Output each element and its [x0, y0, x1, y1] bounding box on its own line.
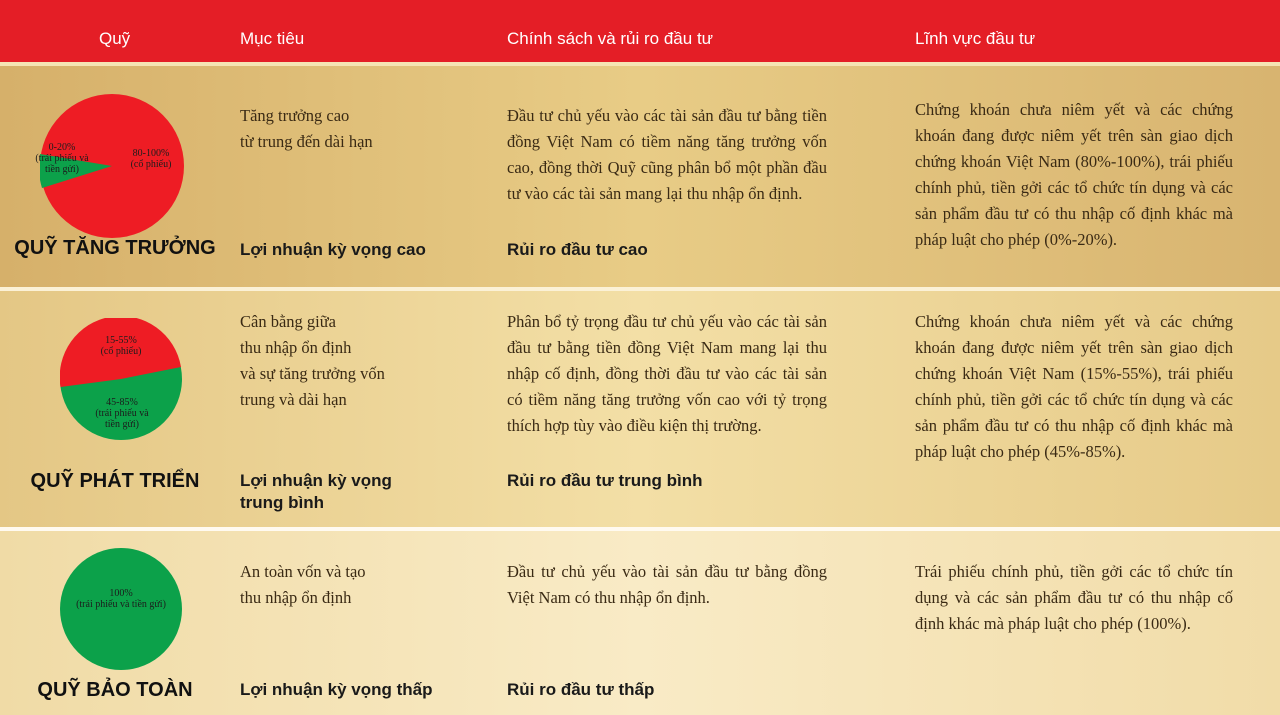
header-policy: Chính sách và rủi ro đầu tư: [507, 29, 714, 48]
expected-return-development: Lợi nhuận kỳ vọng trung bình: [240, 471, 392, 512]
objective-development: Cân bằng giữa thu nhập ổn định và sự tăng trưởng vốn trung và dài hạn: [240, 312, 385, 409]
field-development: Chứng khoán chưa niêm yết và các chứng khoán đang được niêm yết trên sàn giao dịch chứng khoán Việt Nam (15%-55%), trái phiếu chính phủ, tiền gởi các tổ chức tín dụng và các sản phẩm đầu tư có thu nhập cố định khác mà pháp luật cho phép (45%-85%).: [915, 312, 1233, 461]
expected-return-preservation: Lợi nhuận kỳ vọng thấp: [240, 680, 433, 699]
risk-growth: Rủi ro đầu tư cao: [507, 240, 648, 259]
policy-preservation: Đầu tư chủ yếu vào tài sản đầu tư bằng đồng Việt Nam có thu nhập ổn định.: [507, 562, 827, 607]
objective-preservation: An toàn vốn và tạo thu nhập ổn định: [240, 562, 366, 607]
risk-development: Rủi ro đầu tư trung bình: [507, 471, 703, 490]
risk-preservation: Rủi ro đầu tư thấp: [507, 680, 655, 699]
fund-row-development: [0, 287, 1280, 527]
fund-name-development: QUỸ PHÁT TRIỂN: [30, 470, 200, 492]
fund-row-preservation: [0, 527, 1280, 715]
policy-development: Phân bổ tỷ trọng đầu tư chủ yếu vào các tài sản đầu tư bằng tiền đồng Việt Nam mang lại thu nhập cố định, đồng thời đầu tư vào các tài sản có tiềm năng tăng trưởng vốn cao với tỷ trọng thích hợp tùy vào điều kiện thị trường.: [507, 312, 827, 435]
pie-label-stocks: 80-100% (cổ phiếu): [130, 148, 172, 170]
field-preservation: Trái phiếu chính phủ, tiền gởi các tổ chức tín dụng và các sản phẩm đầu tư có thu nhập cố định khác mà pháp luật cho phép (100%).: [915, 562, 1233, 633]
pie-label-stocks: 15-55% (cổ phiếu): [100, 335, 142, 357]
pie-label-bonds: 45-85% (trái phiếu và tiền gửi): [95, 397, 149, 430]
fund-name-growth: QUỸ TĂNG TRƯỞNG: [14, 237, 216, 259]
expected-return-growth: Lợi nhuận kỳ vọng cao: [240, 240, 426, 259]
header-fund: Quỹ: [99, 29, 131, 48]
policy-growth: Đầu tư chủ yếu vào các tài sản đầu tư bằng tiền đồng Việt Nam có tiềm năng tăng trưởng vốn cao, đồng thời Quỹ cũng phân bổ một phần đầu tư vào các tài sản mang lại thu nhập ổn định.: [507, 106, 827, 203]
table-header: [0, 0, 1280, 62]
pie-label-bonds: 0-20% (trái phiếu và tiền gửi): [35, 142, 89, 175]
header-field: Lĩnh vực đầu tư: [915, 29, 1036, 48]
objective-growth: Tăng trưởng cao từ trung đến dài hạn: [240, 106, 373, 151]
field-growth: Chứng khoán chưa niêm yết và các chứng khoán đang được niêm yết trên sàn giao dịch chứng khoán Việt Nam (80%-100%), trái phiếu chính phủ, tiền gởi các tổ chức tín dụng và các sản phẩm đầu tư có thu nhập cố định khác mà pháp luật cho phép (0%-20%).: [915, 100, 1233, 249]
fund-name-preservation: QUỸ BẢO TOÀN: [37, 679, 193, 701]
fund-row-growth: [0, 62, 1280, 287]
header-objective: Mục tiêu: [240, 29, 305, 48]
pie-label-bonds: 100% (trái phiếu và tiền gửi): [76, 588, 166, 610]
